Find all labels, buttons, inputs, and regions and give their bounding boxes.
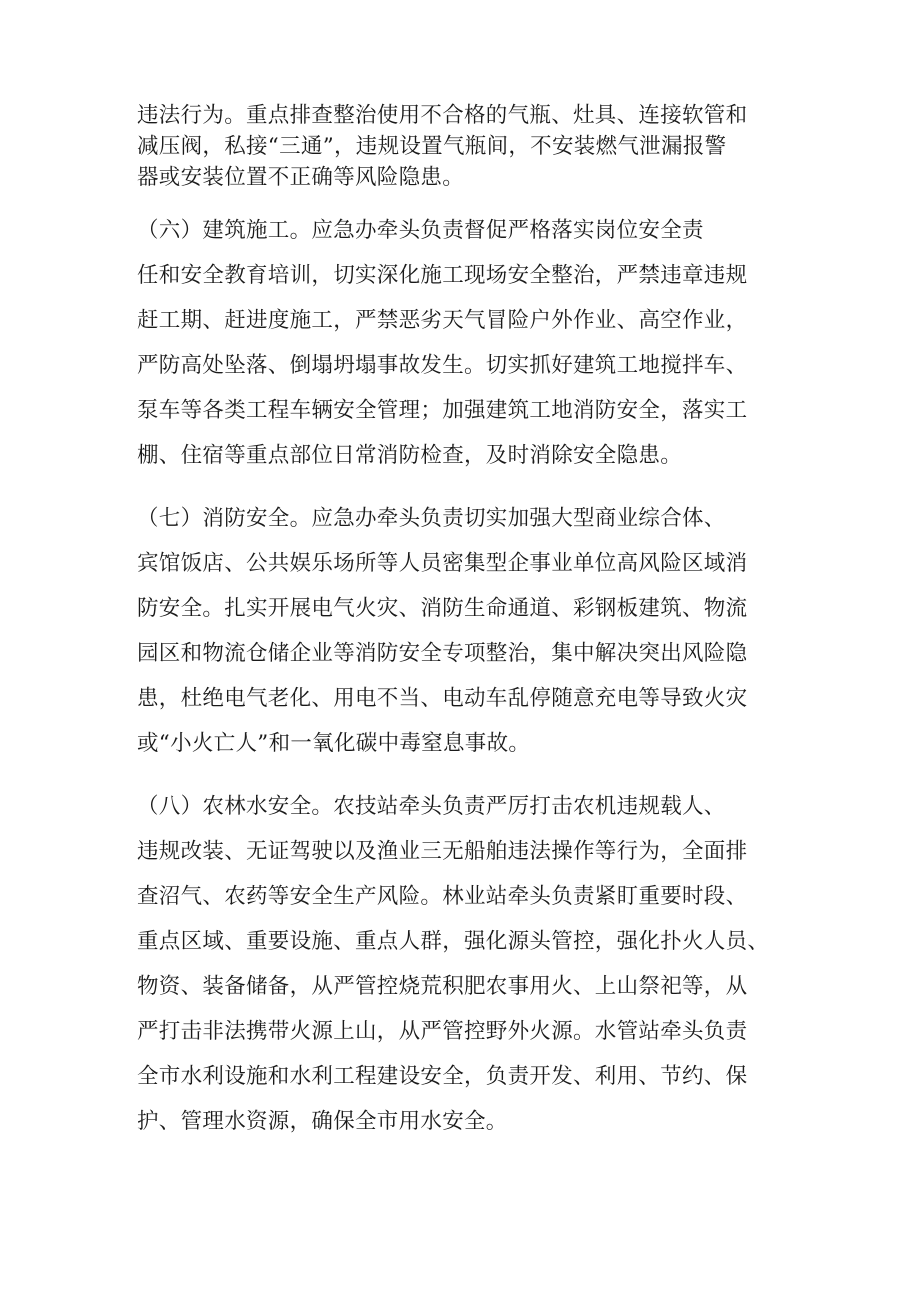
text-line: 全市水利设施和水利工程建设安全，负责开发、利用、节约、保 (137, 1064, 748, 1089)
text-line: 重点区域、重要设施、重点人群，强化源头管控，强化扑火人员、 (137, 929, 770, 954)
text-line: （六）建筑施工。应急办牵头负责督促严格落实岗位安全责 (137, 218, 704, 243)
text-line: 防安全。扎实开展电气火灾、消防生命通道、彩钢板建筑、物流 (137, 596, 748, 621)
text-line: 患，杜绝电气老化、用电不当、电动车乱停随意充电等导致火灾 (137, 686, 748, 711)
text-line: 任和安全教育培训，切实深化施工现场安全整治，严禁违章违规 (137, 263, 748, 288)
text-line: 护、管理水资源，确保全市用水安全。 (137, 1109, 508, 1134)
text-line: 或“小火亡人”和一氧化碳中毒窒息事故。 (137, 731, 531, 756)
text-line: 宾馆饭店、公共娱乐场所等人员密集型企事业单位高风险区域消 (137, 551, 748, 576)
text-line: （七）消防安全。应急办牵头负责切实加强大型商业综合体、 (137, 506, 726, 531)
text-line: 严打击非法携带火源上山，从严管控野外火源。水管站牵头负责 (137, 1019, 748, 1044)
text-line: 减压阀，私接“三通”，违规设置气瓶间，不安装燃气泄漏报警 (137, 134, 727, 159)
text-line: 泵车等各类工程车辆安全管理；加强建筑工地消防安全，落实工 (137, 398, 748, 423)
paragraph-gas-safety-continuation (137, 100, 792, 193)
text-line: 违规改装、无证驾驶以及渔业三无船舶违法操作等行为，全面排 (137, 839, 748, 864)
text-line: 物资、装备储备，从严管控烧荒积肥农事用火、上山祭祀等，从 (137, 974, 748, 999)
paragraph-construction (137, 208, 792, 478)
text-line: 查沼气、农药等安全生产风险。林业站牵头负责紧盯重要时段、 (137, 884, 748, 909)
text-line: 器或安装位置不正确等风险隐患。 (137, 165, 465, 190)
text-line: 违法行为。重点排查整治使用不合格的气瓶、灶具、连接软管和 (137, 103, 748, 128)
text-line: 园区和物流仓储企业等消防安全专项整治，集中解决突出风险隐 (137, 641, 748, 666)
paragraph-agriculture-forestry-water (137, 784, 792, 1144)
text-line: 棚、住宿等重点部位日常消防检查，及时消除安全隐患。 (137, 443, 683, 468)
text-line: （八）农林水安全。农技站牵头负责严厉打击农机违规载人、 (137, 794, 726, 819)
text-line: 赶工期、赶进度施工，严禁恶劣天气冒险户外作业、高空作业， (137, 308, 748, 333)
paragraph-fire-safety (137, 496, 792, 766)
text-line: 严防高处坠落、倒塌坍塌事故发生。切实抓好建筑工地搅拌车、 (137, 353, 748, 378)
